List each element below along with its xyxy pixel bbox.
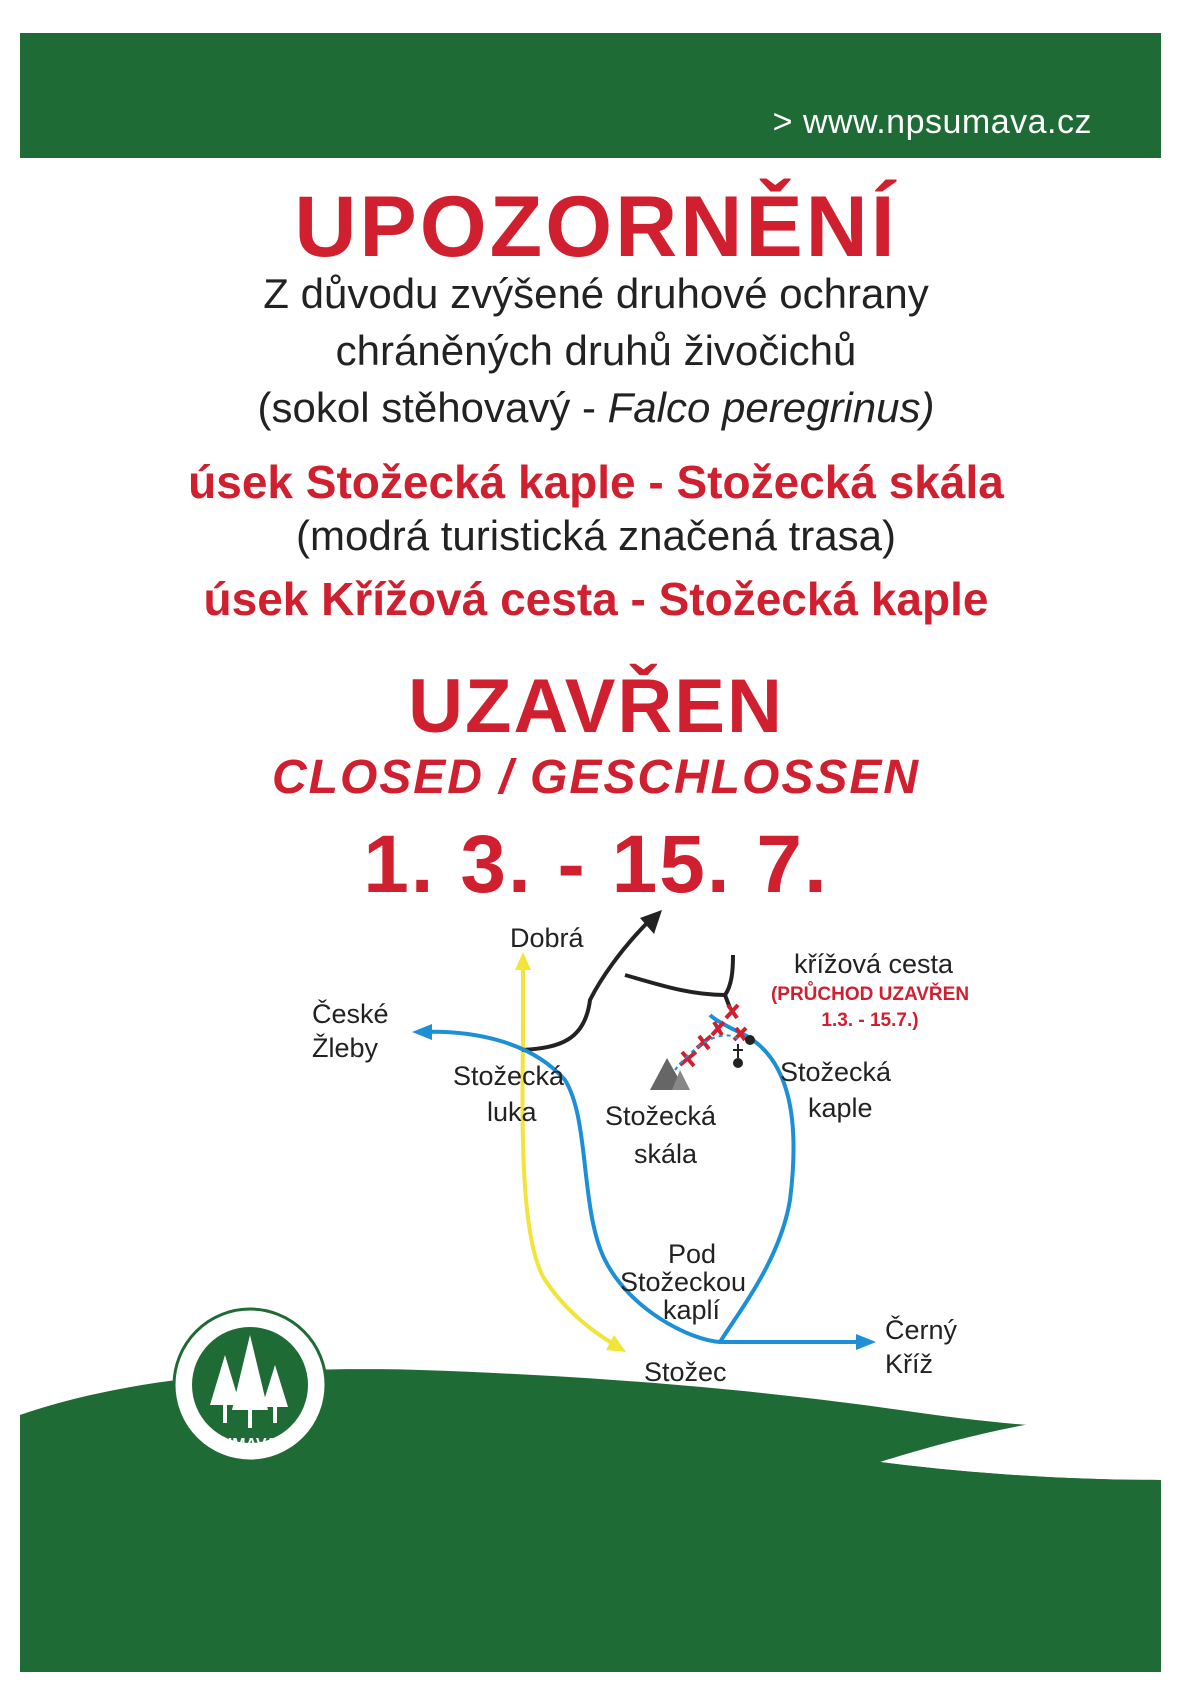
- closure-dates: 1. 3. - 15. 7.: [363, 819, 829, 910]
- closed-heading: UZAVŘEN: [408, 664, 784, 749]
- label-krizova-cesta: křížová cesta: [794, 949, 954, 979]
- label-stozecka-skala-2: skála: [634, 1139, 698, 1169]
- label-cerny-kriz-1: Černý: [885, 1315, 958, 1345]
- label-stozecka-kaple-2: kaple: [808, 1093, 873, 1123]
- notice-line-2: chráněných druhů živočichů: [335, 327, 857, 374]
- notice-title: UPOZORNĚNÍ: [294, 179, 898, 275]
- label-pruchod-uzavren-2: 1.3. - 15.7.): [821, 1010, 919, 1031]
- species-latin-name: Falco peregrinus): [607, 384, 935, 431]
- website-url: > www.npsumava.cz: [772, 103, 1092, 141]
- label-ceske-zleby-2: Žleby: [312, 1033, 379, 1063]
- label-stozec: Stožec: [644, 1357, 727, 1387]
- label-stozecka-luka-1: Stožecká: [453, 1061, 565, 1091]
- closed-section-2: úsek Křížová cesta - Stožecká kaple: [203, 573, 989, 625]
- label-pruchod-uzavren-1: (PRŮCHOD UZAVŘEN: [770, 984, 970, 1005]
- label-pod-stozeckou-kapli-3: kaplí: [663, 1295, 721, 1325]
- closed-translation: CLOSED / GESCHLOSSEN: [271, 751, 921, 804]
- label-stozecka-kaple-1: Stožecká: [780, 1057, 892, 1087]
- notice-line-1: Z důvodu zvýšené druhové ochrany: [263, 270, 929, 317]
- label-dobra: Dobrá: [510, 923, 584, 953]
- closed-section-1-note: (modrá turistická značená trasa): [296, 512, 896, 559]
- hill-front: [880, 1462, 1161, 1672]
- logo-sumava-text: ŠUMAVA: [210, 1436, 277, 1453]
- label-ceske-zleby-1: České: [312, 999, 389, 1029]
- label-stozecka-luka-2: luka: [487, 1097, 537, 1127]
- closed-section-1: úsek Stožecká kaple - Stožecká skála: [188, 456, 1004, 508]
- label-cerny-kriz-2: Kříž: [885, 1349, 934, 1379]
- label-pod-stozeckou-kapli-1: Pod: [668, 1239, 717, 1269]
- label-pod-stozeckou-kapli-2: Stožeckou: [620, 1267, 747, 1297]
- species-name: (sokol stěhovavý -: [257, 384, 608, 431]
- label-stozecka-skala-1: Stožecká: [605, 1101, 717, 1131]
